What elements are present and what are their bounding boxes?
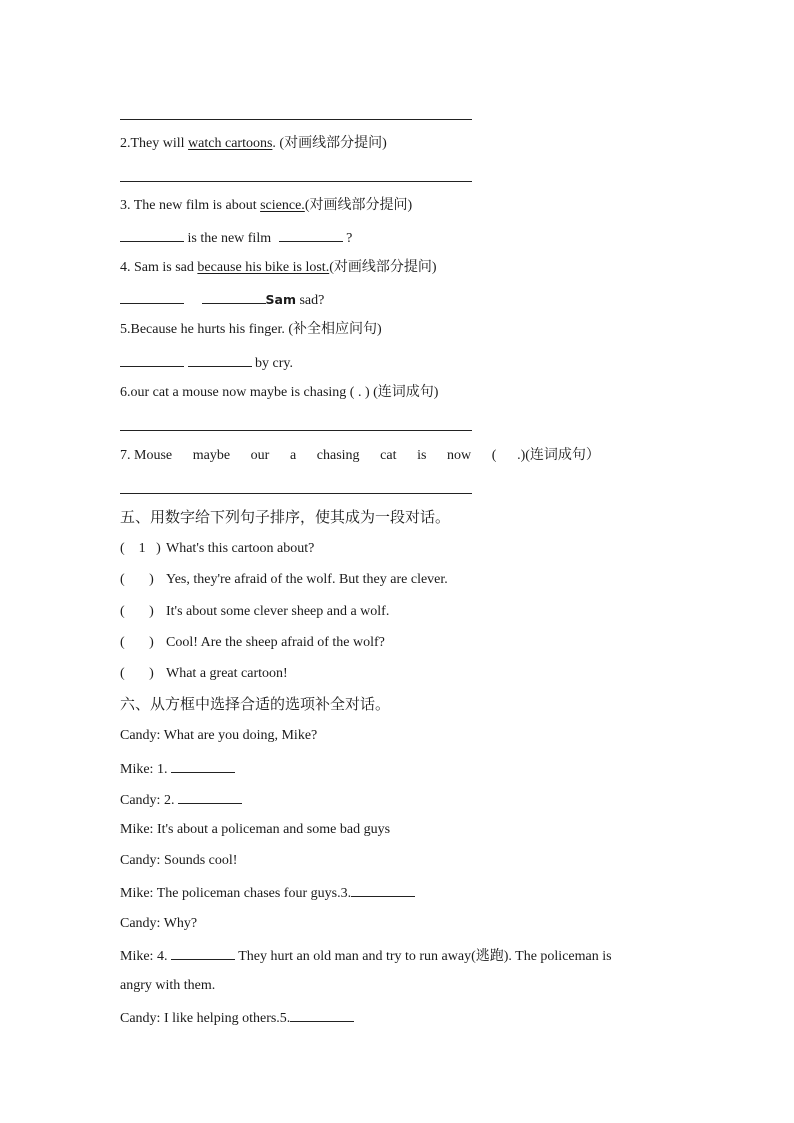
ordering-item: ( ) It's about some clever sheep and a wolf. [120,604,390,619]
blank[interactable] [171,946,235,960]
underlined-phrase: science. [260,198,305,213]
dialogue-line: Mike: The policeman chases four guys.3. [120,883,415,903]
dialogue-line: Candy: 2. [120,790,242,810]
blank[interactable] [279,228,343,242]
blank[interactable] [120,228,184,242]
question-5: 5.Because he hurts his finger. (补全相应问句) [120,322,382,337]
ordering-item: ( ) What a great cartoon! [120,666,288,681]
dialogue-line: Candy: I like helping others.5. [120,1008,354,1028]
blank[interactable] [202,290,266,304]
question-3-answer: is the new film ? [120,228,352,248]
underlined-phrase: because his bike is lost. [197,260,330,275]
blank[interactable] [178,790,242,804]
question-7: 7. Mouse maybe our a chasing cat is now ( .)(连词成句） [120,448,600,463]
underlined-phrase: watch cartoons [188,136,273,151]
dialogue-line: Mike: 4. They hurt an old man and try to run away(逃跑). The policeman is [120,946,612,966]
blank[interactable] [120,290,184,304]
question-6: 6.our cat a mouse now maybe is chasing ( . ) (连词成句) [120,385,439,400]
dialogue-line: Mike: It's about a policeman and some bad guys [120,822,391,837]
blank[interactable] [171,759,235,773]
dialogue-line: Candy: Why? [120,916,198,931]
question-5-answer: by cry. [120,353,293,373]
question-3: 3. The new film is about science.(对画线部分提问) [120,198,413,213]
section-5-title: 五、用数字给下列句子排序，使其成为一段对话。 [120,508,451,526]
question-4-answer: Sam sad? [120,290,324,310]
ordering-item: ( ) Yes, they're afraid of the wolf. But they are clever. [120,572,448,587]
answer-line[interactable] [120,493,472,494]
dialogue-line: Candy: What are you doing, Mike? [120,728,318,743]
dialogue-line: Candy: Sounds cool! [120,853,238,868]
ordering-item: ( ) Cool! Are the sheep afraid of the wolf? [120,635,385,650]
dialogue-line: Mike: 1. [120,759,235,779]
blank[interactable] [351,883,415,897]
blank[interactable] [290,1008,354,1022]
question-4: 4. Sam is sad because his bike is lost.(对画线部分提问) [120,260,437,275]
blank[interactable] [188,353,252,367]
answer-line[interactable] [120,119,472,120]
question-2: 2.They will watch cartoons. (对画线部分提问) [120,136,387,151]
ordering-item: ( 1 ) What's this cartoon about? [120,541,315,556]
section-6-title: 六、从方框中选择合适的选项补全对话。 [120,695,391,713]
answer-line[interactable] [120,181,472,182]
blank[interactable] [120,353,184,367]
dialogue-line: angry with them. [120,978,216,993]
answer-line[interactable] [120,430,472,431]
